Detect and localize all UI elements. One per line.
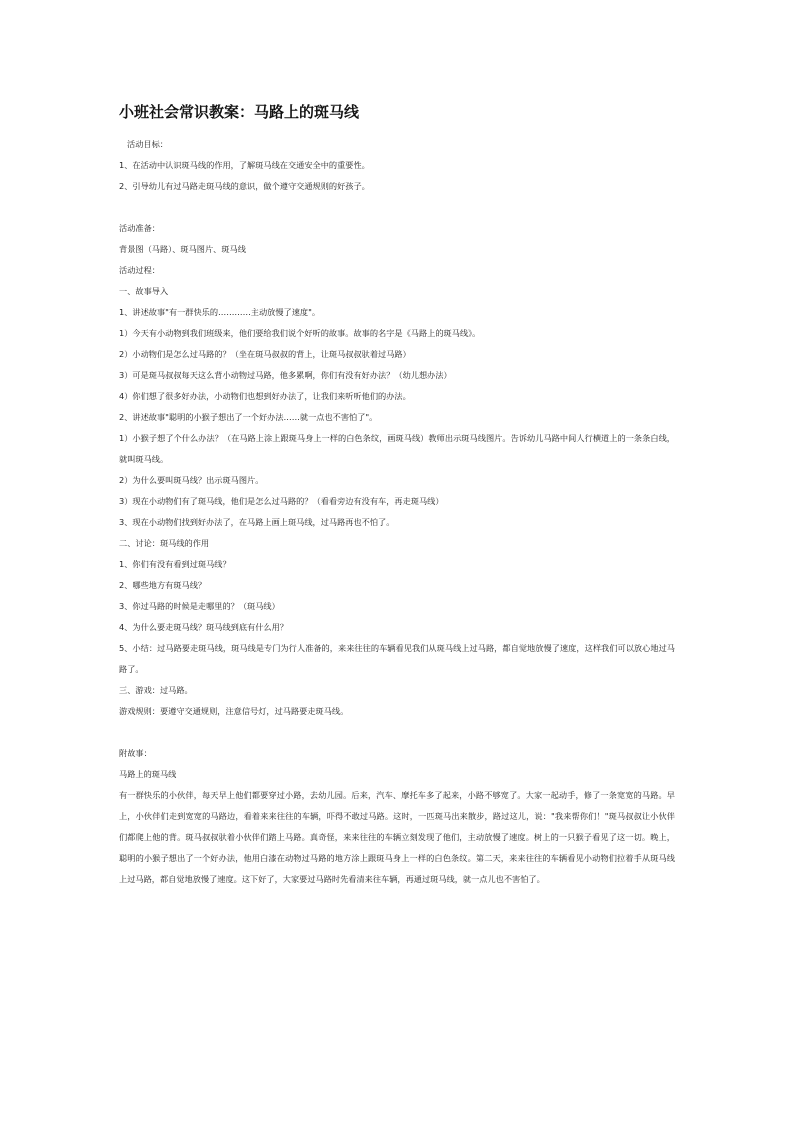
process-paragraph: 1）小猴子想了个什么办法？（在马路上涂上跟斑马身上一样的白色条纹，画斑马线）教师出示斑马线图片。告诉幼儿马路中间人行横道上的一条条白线，就叫斑马线。 (119, 433, 675, 464)
story-text: 有一群快乐的小伙伴，每天早上他们都要穿过小路，去幼儿园。后来，汽车、摩托车多了起来，小路不够宽了。大家一起动手，修了一条宽宽的马路。早上，小伙伴们走到宽宽的马路边，看着来来往往的车辆，吓得不敢过马路。这时，一匹斑马出来散步，路过这儿，说："我来帮你们！"斑马叔叔让小伙伴们都爬上他的背。斑马叔叔驮着小伙伴们踏上马路。真奇怪，来来往往的车辆立刻发现了他们，主动放慢了速度。树上的一只猴子看见了这一切。晚上，聪明的小猴子想出了一个好办法，他用白漆在动物过马路的地方涂上跟斑马身上一样的白色条纹。第二天，来来往往的车辆看见小动物们拉着手从斑马线上过马路，都自觉地放慢了速度。这下好了，大家要过马路时先看清来往车辆，再通过斑马线，就一点儿也不害怕了。 (119, 790, 675, 884)
spacer (119, 722, 675, 743)
section-heading: 三、游戏：过马路。 (119, 685, 193, 695)
process-item: 3）现在小动物们有了斑马线，他们是怎么过马路的？（看看旁边有没有车，再走斑马线） (119, 496, 444, 506)
story-title: 马路上的斑马线 (119, 769, 177, 779)
game-rules: 游戏规则：要遵守交通规则，注意信号灯，过马路要走斑马线。 (119, 706, 349, 716)
discussion-item: 4、为什么要走斑马线？斑马线到底有什么用？ (119, 622, 288, 632)
goal-heading: 活动目标： (127, 139, 168, 149)
prep-text: 背景图（马路）、斑马图片、斑马线 (119, 244, 246, 254)
process-item: 3、现在小动物们找到好办法了，在马路上画上斑马线，过马路再也不怕了。 (119, 517, 395, 527)
goal-item: 2、引导幼儿有过马路走斑马线的意识，做个遵守交通规则的好孩子。 (119, 181, 370, 191)
document-body (119, 134, 675, 890)
document-title: 小班社会常识教案：马路上的斑马线 (119, 103, 360, 121)
process-item: 2）为什么要叫斑马线？出示斑马图片。 (119, 475, 264, 485)
discussion-item: 2、哪些地方有斑马线？ (119, 580, 207, 590)
process-item: 3）可是斑马叔叔每天这么背小动物过马路，他多累啊，你们有没有好办法？（幼儿想办法） (119, 370, 452, 380)
discussion-item: 3、你过马路的时候是走哪里的？（斑马线） (119, 601, 280, 611)
section-heading: 二、讨论：斑马线的作用 (119, 538, 210, 548)
process-item: 2、讲述故事"聪明的小猴子想出了一个好办法……就一点也不害怕了"。 (119, 412, 378, 422)
story-heading: 附故事： (119, 748, 152, 758)
process-item: 2）小动物们是怎么过马路的？（坐在斑马叔叔的背上，让斑马叔叔驮着过马路） (119, 349, 411, 359)
prep-heading: 活动准备： (119, 223, 160, 233)
process-item: 1）今天有小动物到我们班级来，他们要给我们说个好听的故事。故事的名字是《马路上的斑马线》。 (119, 328, 481, 338)
goal-item: 1、在活动中认识斑马线的作用，了解斑马线在交通安全中的重要性。 (119, 160, 370, 170)
spacer (119, 197, 675, 218)
process-item: 4）你们想了很多好办法，小动物们也想到好办法了，让我们来听听他们的办法。 (119, 391, 411, 401)
section-heading: 一、故事导入 (119, 286, 169, 296)
process-heading: 活动过程： (119, 265, 160, 275)
discussion-summary: 5、小结：过马路要走斑马线，斑马线是专门为行人准备的，来来往往的车辆看见我们从斑马线上过马路，都自觉地放慢了速度，这样我们可以放心地过马路了。 (119, 643, 675, 674)
process-item: 1、讲述故事"有一群快乐的…………主动放慢了速度"。 (119, 307, 321, 317)
discussion-item: 1、你们有没有看到过斑马线？ (119, 559, 231, 569)
